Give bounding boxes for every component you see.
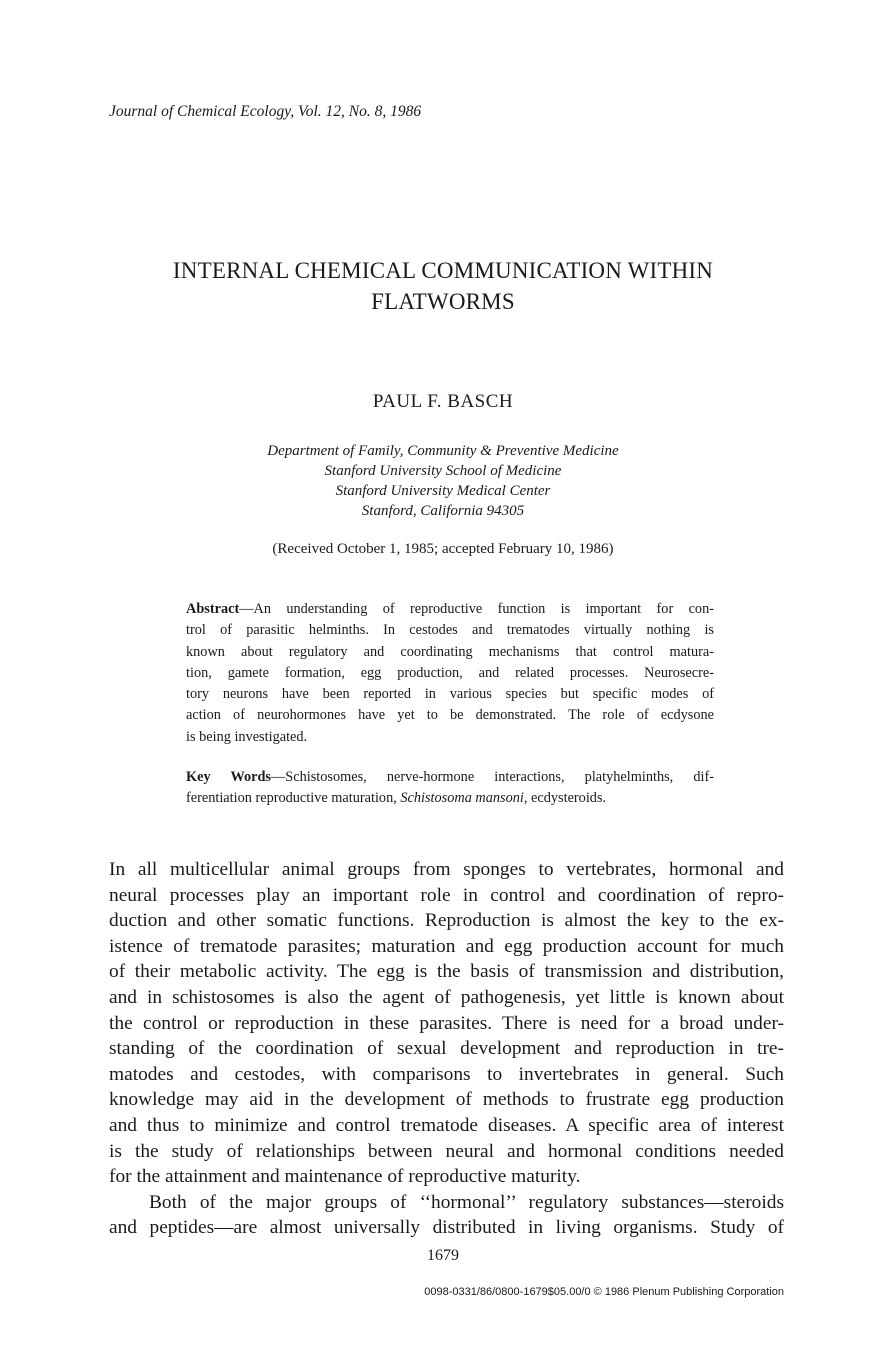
species-name: Schistosoma mansoni [400, 790, 524, 807]
body-line: In all multicellular animal groups from sponges to vertebrates, hormonal and [109, 859, 784, 880]
affiliation-line: Stanford, California 94305 [361, 503, 525, 519]
keywords-text: ferentiation reproductive maturation, [186, 790, 401, 807]
abstract-text: —An understanding of reproductive function is important for con- [239, 601, 714, 617]
paper-title [0, 255, 886, 317]
keywords-text: , ecdysteroids. [523, 790, 607, 807]
body-text [109, 857, 784, 1241]
body-line: matodes and cestodes, with comparisons to invertebrates in general. Such [109, 1063, 784, 1085]
body-line: knowledge may aid in the development of methods to frustrate egg production [109, 1089, 784, 1111]
abstract-label: Abstract [186, 601, 240, 617]
keywords-line [186, 788, 714, 809]
affiliation-line: Stanford University Medical Center [335, 483, 551, 499]
body-line: duction and other somatic functions. Reproduction is almost the key to the ex- [109, 910, 784, 932]
body-line: of their metabolic activity. The egg is the basis of transmission and distribution, [109, 961, 784, 983]
key-words [186, 767, 714, 810]
body-line: and thus to minimize and control trematode diseases. A specific area of interest [109, 1114, 784, 1136]
body-line: Both of the major groups of ‘‘hormonal’’ regulatory substances—steroids [149, 1191, 784, 1213]
body-line: and in schistosomes is also the agent of pathogenesis, yet little is known about [109, 986, 784, 1008]
body-line: standing of the coordination of sexual development and reproduction in tre- [109, 1038, 784, 1060]
abstract-line [186, 599, 714, 620]
abstract-line: trol of parasitic helminths. In cestodes and trematodes virtually nothing is [186, 622, 714, 639]
abstract-line: action of neurohormones have yet to be demonstrated. The role of ecdysone [186, 707, 714, 724]
keywords-line [186, 767, 714, 788]
keywords-label: Key Words [186, 769, 271, 785]
abstract [186, 599, 714, 748]
abstract-line: known about regulatory and coordinating mechanisms that control matura- [186, 643, 714, 660]
title-line: INTERNAL CHEMICAL COMMUNICATION WITHIN [172, 258, 714, 283]
body-line: is the study of relationships between neural and hormonal conditions needed [109, 1140, 784, 1162]
body-line: neural processes play an important role in control and coordination of repro- [109, 884, 784, 906]
abstract-line: tory neurons have been reported in various species but specific modes of [186, 686, 714, 703]
body-line: the control or reproduction in these parasites. There is need for a broad under- [109, 1012, 784, 1034]
author-name: PAUL F. BASCH [372, 391, 514, 412]
affiliation [0, 441, 886, 521]
affiliation-line: Department of Family, Community & Preventive Medicine [267, 443, 619, 459]
keywords-text: —Schistosomes, nerve-hormone interactions, platyhelminths, dif- [271, 769, 714, 785]
received-dates: (Received October 1, 1985; accepted February 10, 1986) [272, 541, 614, 557]
page-number: 1679 [427, 1247, 459, 1264]
affiliation-line: Stanford University School of Medicine [324, 463, 562, 479]
abstract-line: is being investigated. [186, 728, 308, 745]
body-line: and peptides—are almost universally distributed in living organisms. Study of [109, 1217, 784, 1239]
body-line: for the attainment and maintenance of reproductive maturity. [109, 1166, 581, 1188]
copyright-line: 0098-0331/86/0800-1679$05.00/0 © 1986 Plenum Publishing Corporation [424, 1286, 784, 1298]
title-line: FLATWORMS [371, 289, 515, 314]
journal-reference: Journal of Chemical Ecology, Vol. 12, No. 8, 1986 [109, 103, 422, 120]
abstract-line: tion, gamete formation, egg production, and related processes. Neurosecre- [186, 664, 714, 681]
body-line: istence of trematode parasites; maturation and egg production account for much [109, 935, 784, 957]
